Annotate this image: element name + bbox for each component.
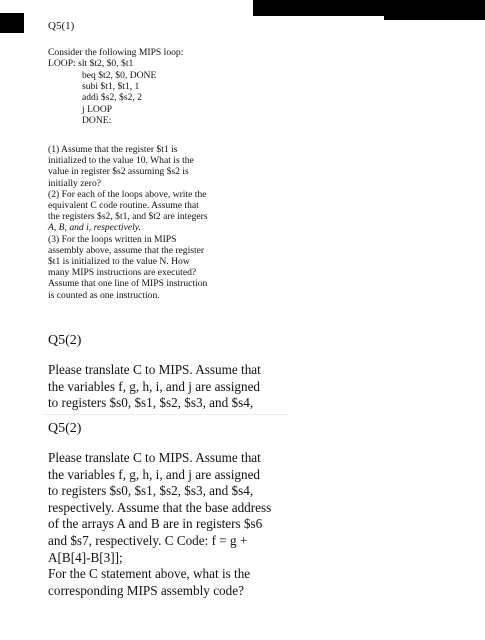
body-line: For the C statement above, what is the — [48, 566, 251, 582]
section2-body — [48, 362, 261, 412]
body-line: and $s7, respectively. C Code: f = g + — [48, 532, 248, 548]
code-line: subi $t1, $t1, 1 — [82, 81, 140, 93]
body-line: to registers $s0, $s1, $s2, $s3, and $s4, — [48, 483, 254, 499]
question-line: (3) For the loops written in MIPS — [48, 233, 177, 245]
section-divider — [44, 414, 288, 415]
question-line: the registers $s2, $t1, and $t2 are integers — [48, 211, 208, 223]
body-line: corresponding MIPS assembly code? — [48, 582, 244, 598]
body-line: the variables f, g, h, i, and j are assigned — [48, 466, 261, 482]
body-line: Please translate C to MIPS. Assume that — [48, 450, 261, 465]
intro-line: Consider the following MIPS loop: — [48, 47, 184, 58]
section2-heading: Q5(2) — [48, 333, 82, 348]
code-line: beq $t2, $0, DONE — [82, 70, 157, 81]
body-line: of the arrays A and B are in registers $s6 — [48, 516, 263, 532]
code-line: j LOOP — [82, 103, 113, 115]
question-line: initially zero? — [48, 177, 102, 189]
code-line: addi $s2, $s2, 2 — [82, 92, 142, 104]
question-line: assembly above, assume that the register — [48, 244, 205, 256]
question-line: many MIPS instructions are executed? — [48, 267, 197, 279]
section1-intro — [48, 47, 183, 69]
question-line: value in register $s2 assuming $s2 is — [48, 166, 189, 178]
code-line: DONE: — [82, 114, 112, 126]
body-line: to registers $s0, $s1, $s2, $s3, and $s4, — [48, 395, 254, 411]
section1-heading: Q5(1) — [48, 20, 75, 32]
question-line: $t1 is initialized to the value N. How — [48, 256, 190, 268]
question-line: (2) For each of the loops above, write the — [48, 188, 207, 200]
body-line: the variables f, g, h, i, and j are assigned — [48, 378, 261, 394]
question-line: initialized to the value 10. What is the — [48, 155, 194, 167]
question-line: Assume that one line of MIPS instruction — [48, 278, 208, 290]
question-line: A, B, and i, respectively. — [48, 222, 141, 234]
redaction-block-top-right — [384, 0, 485, 20]
intro-line: LOOP: slt $t2, $0, $t1 — [48, 58, 134, 70]
redaction-block-left — [0, 13, 24, 33]
mips-code-block — [82, 70, 156, 126]
body-line: respectively. Assume that the base address — [48, 499, 272, 515]
section3-heading: Q5(2) — [48, 421, 82, 436]
question-line: (1) Assume that the register $t1 is — [48, 144, 178, 155]
question-line: is counted as one instruction. — [48, 289, 160, 301]
section3-body — [48, 450, 271, 599]
body-line: Please translate C to MIPS. Assume that — [48, 362, 261, 377]
body-line: A[B[4]-B[3]]; — [48, 549, 123, 565]
section1-questions — [48, 144, 208, 301]
question-line: equivalent C code routine. Assume that — [48, 200, 199, 212]
